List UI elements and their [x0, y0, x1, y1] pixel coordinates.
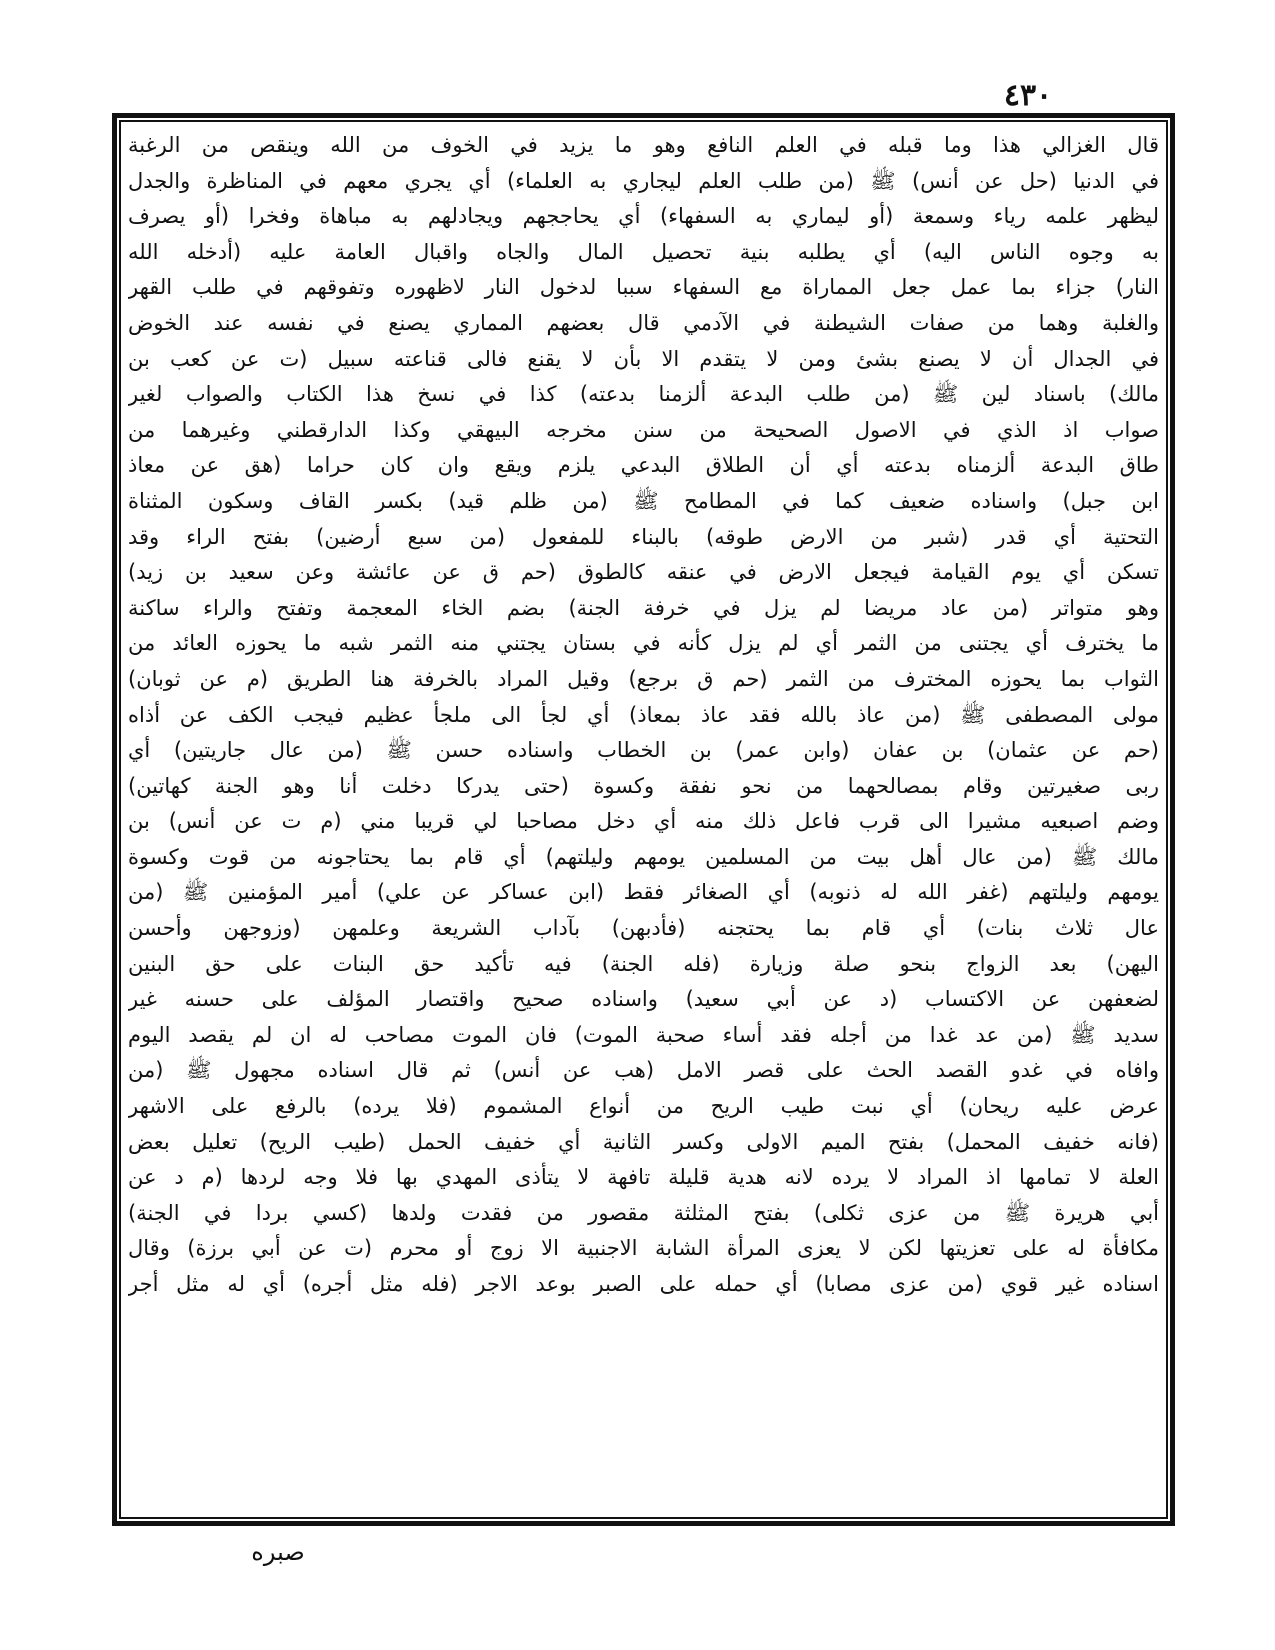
text-line: في الجدال أن لا يصنع بشئ ومن لا يتقدم الا بأن لا يقنع فالى قناعته سبيل (ت عن كعب بن: [128, 346, 1159, 371]
text-line: مالك) باسناد لين ﷺ (من طلب البدعة ألزمنا بدعته) كذا في نسخ هذا الكتاب والصواب لغير: [128, 382, 1159, 407]
text-line: النار) جزاء بما عمل جعل المماراة مع السفهاء سببا لدخول النار لاظهوره وتفوقهم في طلب القهر: [128, 275, 1159, 300]
text-line: ليظهر علمه رياء وسمعة (أو ليماري به السفهاء) أي يحاججهم ويجادلهم به مباهاة وفخرا (أو يصرف: [128, 204, 1159, 229]
text-line: عرض عليه ريحان) أي نبت طيب الريح من أنواع المشموم (فلا يرده) بالرفع على الاشهر: [128, 1094, 1159, 1119]
text-line: (حم عن عثمان) بن عفان (وابن عمر) بن الخطاب واسناده حسن ﷺ (من عال جاريتين) أي: [128, 738, 1159, 763]
text-line: اسناده غير قوي (من عزى مصابا) أي حمله على الصبر بوعد الاجر (فله مثل أجره) أي له مثل أجر: [128, 1272, 1159, 1296]
text-line: يومهم وليلتهم (غفر الله له ذنوبه) أي الصغائر فقط (ابن عساكر عن علي) أمير المؤمنين ﷺ (من: [128, 880, 1159, 905]
text-line: ما يخترف أي يجتنى من الثمر أي لم يزل كأنه في بستان يجتني منه الثمر شبه ما يحوزه العائد من: [128, 631, 1159, 656]
text-line: وافاه في غدو القصد الحث على قصر الامل (هب عن أنس) ثم قال اسناده مجهول ﷺ (من: [128, 1058, 1159, 1083]
text-line: العلة لا تمامها اذ المراد لا يرده لانه هدية قليلة تافهة لا يتأذى المهدي بها فلا وجه لردها (م د عن: [128, 1165, 1159, 1190]
text-line: الثواب بما يحوزه المخترف من الثمر (حم ق برجع) وقيل المراد بالخرفة هنا الطريق (م عن ثوبان): [128, 666, 1159, 691]
text-line: سديد ﷺ (من عد غدا من أجله فقد أساء صحبة الموت) فان الموت مصاحب له ان لم يقصد اليوم: [128, 1022, 1159, 1047]
text-line: مكافأة له على تعزيتها لكن لا يعزى المرأة الشابة الاجنبية الا زوج أو محرم (ت عن أبي برزة) وقال: [128, 1236, 1159, 1261]
text-line: ربى صغيرتين وقام بمصالحهما من نحو نفقة وكسوة (حتى يدركا دخلت أنا وهو الجنة كهاتين): [128, 773, 1159, 798]
text-line: وضم اصبعيه مشيرا الى قرب فاعل ذلك منه أي دخل مصاحبا لي قريبا مني (م ت عن أنس) بن: [128, 809, 1159, 834]
text-line: تسكن أي يوم القيامة فيجعل الارض في عنقه كالطوق (حم ق عن عائشة وعن سعيد بن زيد): [128, 560, 1159, 585]
text-line: قال الغزالي هذا وما قبله في العلم النافع وهو ما يزيد في الخوف من الله وينقص من الرغبة: [128, 133, 1159, 157]
text-line: ابن جبل) واسناده ضعيف كما في المطامح ﷺ (من ظلم قيد) بكسر القاف وسكون المثناة: [128, 488, 1159, 513]
text-line: مالك ﷺ (من عال أهل بيت من المسلمين يومهم وليلتهم) أي قام بما يحتاجونه من قوت وكسوة: [128, 844, 1159, 869]
text-line: وهو متواتر (من عاد مريضا لم يزل في خرفة الجنة) بضم الخاء المعجمة وتفتح والراء ساكنة: [128, 595, 1159, 620]
text-line: أبي هريرة ﷺ من عزى ثكلى) بفتح المثلثة مقصور من فقدت ولدها (كسي بردا في الجنة): [128, 1200, 1159, 1225]
text-body: [128, 128, 1159, 1516]
catchword: صبره: [251, 1538, 305, 1566]
text-line: اليهن) بعد الزواج بنحو صلة وزيارة (فله الجنة) فيه تأكيد حق البنات على حق البنين: [128, 951, 1159, 976]
page-number: ٤٣٠: [1003, 78, 1053, 113]
text-line: طاق البدعة ألزمناه بدعته أي أن الطلاق البدعي يلزم ويقع وان كان حراما (هق عن معاذ: [128, 453, 1159, 478]
text-line: لضعفهن عن الاكتساب (د عن أبي سعيد) واسناده صحيح واقتصار المؤلف على حسنه غير: [128, 987, 1159, 1012]
text-line: عال ثلاث بنات) أي قام بما يحتجنه (فأدبهن) بآداب الشريعة وعلمهن (وزوجهن وأحسن: [128, 916, 1159, 941]
text-line: صواب اذ الذي في الاصول الصحيحة من سنن مخرجه البيهقي وكذا الدارقطني وغيرهما من: [128, 417, 1159, 442]
text-line: به وجوه الناس اليه) أي يطلبه بنية تحصيل المال والجاه واقبال العامة عليه (أدخله الله: [128, 239, 1159, 264]
text-line: في الدنيا (حل عن أنس) ﷺ (من طلب العلم ليجاري به العلماء) أي يجري معهم في المناظرة والجدل: [128, 168, 1159, 193]
text-line: والغلبة وهما من صفات الشيطنة في الآدمي قال بعضهم المماري يصنع في نفسه عند الخوض: [128, 310, 1159, 335]
text-line: (فانه خفيف المحمل) بفتح الميم الاولى وكسر الثانية أي خفيف الحمل (طيب الريح) تعليل بعض: [128, 1129, 1159, 1154]
text-line: مولى المصطفى ﷺ (من عاذ بالله فقد عاذ بمعاذ) أي لجأ الى ملجأ عظيم فيجب الكف عن أذاه: [128, 702, 1159, 727]
text-line: التحتية أي قدر (شبر من الارض طوقه) بالبناء للمفعول (من سبع أرضين) بفتح الراء وقد: [128, 524, 1159, 549]
